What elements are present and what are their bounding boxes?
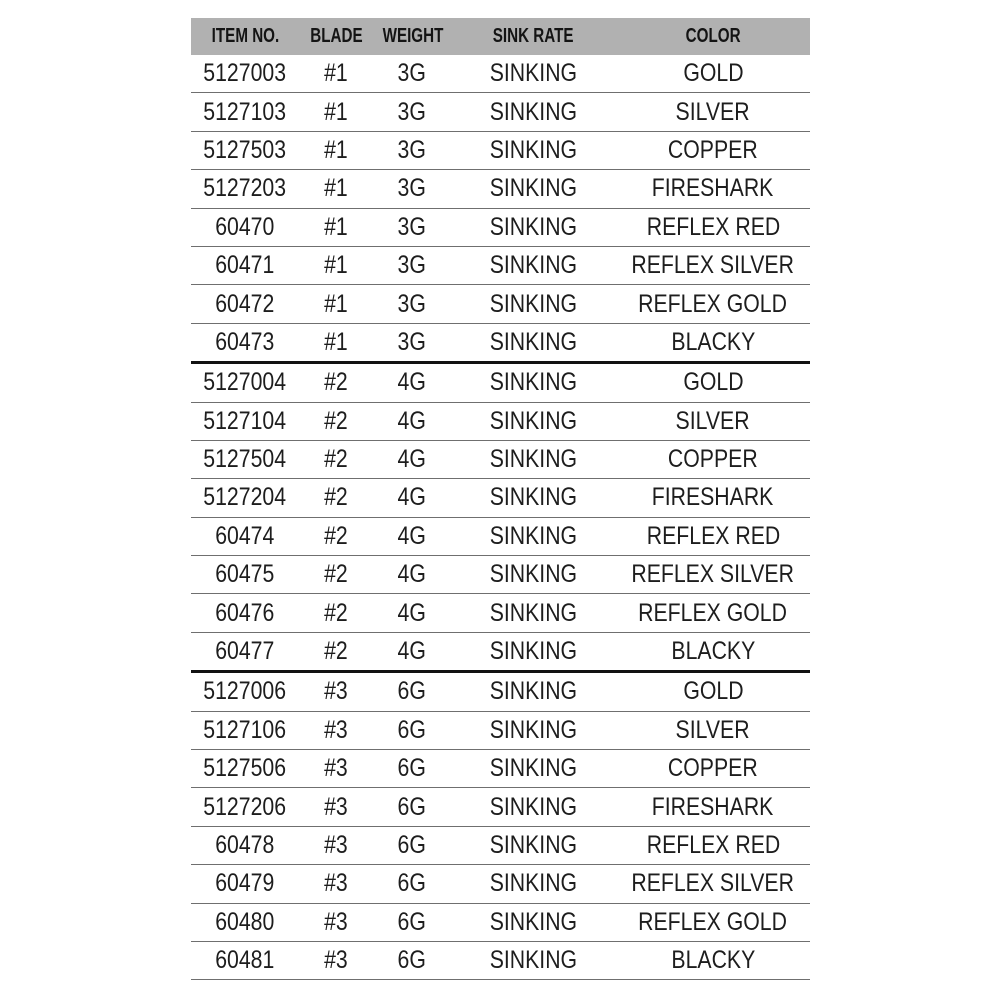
cell-color	[616, 55, 810, 93]
table-row	[191, 246, 810, 284]
cell-blade	[299, 323, 373, 362]
cell-sink-rate	[451, 788, 616, 826]
table-row	[191, 402, 810, 440]
cell-item-no	[191, 711, 299, 749]
cell-text: COPPER	[668, 754, 758, 783]
cell-item-no	[191, 93, 299, 131]
cell-blade	[299, 632, 373, 671]
cell-color	[616, 632, 810, 671]
cell-text: GOLD	[682, 368, 744, 397]
col-header-sink-rate	[451, 18, 616, 55]
cell-text: #3	[324, 754, 348, 783]
cell-text: #3	[324, 792, 348, 821]
table-row	[191, 556, 810, 594]
cell-text: 60476	[215, 598, 275, 627]
cell-text: 4G	[397, 521, 427, 550]
cell-weight	[373, 556, 451, 594]
cell-text: 3G	[397, 174, 427, 203]
cell-weight	[373, 594, 451, 632]
cell-text: REFLEX GOLD	[638, 598, 788, 627]
cell-text: #2	[324, 598, 348, 627]
cell-item-no	[191, 208, 299, 246]
table-row	[191, 826, 810, 864]
cell-text: #1	[324, 59, 348, 88]
cell-text: 5127206	[203, 792, 287, 821]
col-header-label: WEIGHT	[382, 25, 444, 47]
cell-weight	[373, 903, 451, 941]
cell-blade	[299, 750, 373, 788]
cell-blade	[299, 711, 373, 749]
cell-item-no	[191, 479, 299, 517]
cell-text: SINKING	[489, 869, 578, 898]
cell-text: REFLEX RED	[646, 212, 780, 241]
cell-text: SINKING	[489, 521, 578, 550]
cell-text: SINKING	[489, 135, 578, 164]
cell-text: SILVER	[675, 715, 751, 744]
cell-sink-rate	[451, 131, 616, 169]
cell-weight	[373, 750, 451, 788]
cell-text: REFLEX RED	[646, 521, 780, 550]
cell-color	[616, 93, 810, 131]
cell-blade	[299, 55, 373, 93]
cell-color	[616, 903, 810, 941]
table-row	[191, 517, 810, 555]
cell-blade	[299, 865, 373, 903]
cell-text: #3	[324, 831, 348, 859]
cell-text: #1	[324, 212, 348, 241]
cell-text: 60481	[215, 946, 275, 975]
cell-item-no	[191, 826, 299, 864]
cell-text: #3	[324, 869, 348, 898]
cell-text: 5127503	[203, 135, 287, 164]
header-row	[191, 18, 810, 55]
cell-text: SINKING	[489, 907, 578, 936]
cell-color	[616, 479, 810, 517]
cell-blade	[299, 941, 373, 979]
cell-text: 6G	[397, 715, 427, 744]
cell-sink-rate	[451, 93, 616, 131]
cell-text: #3	[324, 715, 348, 744]
col-header-label: COLOR	[685, 25, 741, 47]
cell-item-no	[191, 285, 299, 323]
cell-color	[616, 131, 810, 169]
cell-sink-rate	[451, 903, 616, 941]
cell-weight	[373, 788, 451, 826]
col-header-item-no	[191, 18, 299, 55]
cell-weight	[373, 170, 451, 208]
cell-color	[616, 556, 810, 594]
cell-item-no	[191, 903, 299, 941]
cell-color	[616, 402, 810, 440]
cell-color	[616, 788, 810, 826]
table-row	[191, 208, 810, 246]
cell-text: FIRESHARK	[652, 174, 774, 203]
cell-sink-rate	[451, 826, 616, 864]
cell-blade	[299, 826, 373, 864]
cell-sink-rate	[451, 941, 616, 979]
cell-text: 5127006	[203, 677, 287, 706]
cell-item-no	[191, 632, 299, 671]
cell-blade	[299, 131, 373, 169]
cell-text: 6G	[397, 869, 427, 898]
cell-text: 60480	[215, 907, 275, 936]
cell-text: #3	[324, 907, 348, 936]
cell-weight	[373, 323, 451, 362]
col-header-label: SINK RATE	[493, 25, 574, 47]
cell-item-no	[191, 788, 299, 826]
cell-text: GOLD	[682, 677, 744, 706]
cell-text: BLACKY	[671, 946, 755, 975]
cell-text: 6G	[397, 792, 427, 821]
cell-text: 4G	[397, 598, 427, 627]
col-header-blade	[299, 18, 373, 55]
cell-text: SINKING	[489, 174, 578, 203]
cell-color	[616, 440, 810, 478]
cell-text: SINKING	[489, 715, 578, 744]
cell-sink-rate	[451, 363, 616, 402]
cell-text: 5127104	[203, 406, 287, 435]
cell-text: SINKING	[489, 831, 578, 859]
cell-text: SINKING	[489, 97, 578, 126]
cell-text: 5127106	[203, 715, 287, 744]
cell-text: 4G	[397, 368, 427, 397]
cell-blade	[299, 402, 373, 440]
cell-color	[616, 208, 810, 246]
table-row	[191, 711, 810, 749]
cell-blade	[299, 285, 373, 323]
cell-sink-rate	[451, 170, 616, 208]
cell-text: 6G	[397, 754, 427, 783]
cell-weight	[373, 208, 451, 246]
cell-item-no	[191, 440, 299, 478]
cell-text: 60477	[215, 637, 275, 666]
cell-sink-rate	[451, 55, 616, 93]
cell-sink-rate	[451, 402, 616, 440]
cell-sink-rate	[451, 865, 616, 903]
cell-text: 3G	[397, 289, 427, 318]
cell-sink-rate	[451, 323, 616, 362]
cell-item-no	[191, 402, 299, 440]
cell-color	[616, 285, 810, 323]
cell-text: REFLEX RED	[646, 831, 780, 859]
col-header-label: BLADE	[309, 25, 363, 47]
product-spec-table	[191, 18, 810, 980]
cell-blade	[299, 672, 373, 711]
cell-text: #1	[324, 174, 348, 203]
cell-text: SILVER	[675, 97, 751, 126]
cell-item-no	[191, 556, 299, 594]
cell-text: 5127204	[203, 483, 287, 512]
cell-item-no	[191, 55, 299, 93]
table-row	[191, 941, 810, 979]
cell-weight	[373, 285, 451, 323]
cell-weight	[373, 479, 451, 517]
cell-text: FIRESHARK	[652, 792, 774, 821]
cell-blade	[299, 556, 373, 594]
cell-text: SINKING	[489, 483, 578, 512]
cell-text: 3G	[397, 212, 427, 241]
cell-sink-rate	[451, 246, 616, 284]
cell-weight	[373, 93, 451, 131]
cell-sink-rate	[451, 517, 616, 555]
cell-color	[616, 363, 810, 402]
cell-text: SINKING	[489, 560, 578, 589]
table-row	[191, 788, 810, 826]
cell-text: SINKING	[489, 792, 578, 821]
cell-sink-rate	[451, 556, 616, 594]
cell-weight	[373, 672, 451, 711]
cell-sink-rate	[451, 632, 616, 671]
cell-text: 60474	[215, 521, 275, 550]
cell-blade	[299, 208, 373, 246]
cell-text: #1	[324, 97, 348, 126]
cell-text: SINKING	[489, 59, 578, 88]
cell-text: #2	[324, 560, 348, 589]
cell-weight	[373, 826, 451, 864]
cell-color	[616, 594, 810, 632]
cell-item-no	[191, 941, 299, 979]
cell-text: 60471	[215, 251, 275, 280]
cell-sink-rate	[451, 711, 616, 749]
table-row	[191, 632, 810, 671]
cell-blade	[299, 170, 373, 208]
cell-sink-rate	[451, 208, 616, 246]
cell-text: REFLEX SILVER	[631, 251, 795, 280]
cell-blade	[299, 93, 373, 131]
col-header-weight	[373, 18, 451, 55]
cell-text: #1	[324, 135, 348, 164]
table-row	[191, 55, 810, 93]
cell-color	[616, 672, 810, 711]
cell-text: #3	[324, 946, 348, 975]
cell-sink-rate	[451, 594, 616, 632]
cell-blade	[299, 479, 373, 517]
table-row	[191, 750, 810, 788]
cell-text: SINKING	[489, 406, 578, 435]
cell-text: SINKING	[489, 289, 578, 318]
cell-blade	[299, 594, 373, 632]
table-row	[191, 131, 810, 169]
cell-text: 3G	[397, 97, 427, 126]
cell-text: 6G	[397, 907, 427, 936]
cell-text: 60475	[215, 560, 275, 589]
cell-text: 3G	[397, 327, 427, 356]
table-row	[191, 93, 810, 131]
cell-blade	[299, 246, 373, 284]
cell-text: SINKING	[489, 212, 578, 241]
cell-text: 4G	[397, 445, 427, 474]
cell-sink-rate	[451, 440, 616, 478]
cell-text: #1	[324, 289, 348, 318]
cell-text: SINKING	[489, 368, 578, 397]
cell-text: 3G	[397, 135, 427, 164]
cell-text: 4G	[397, 637, 427, 666]
cell-weight	[373, 711, 451, 749]
cell-item-no	[191, 750, 299, 788]
cell-text: #2	[324, 406, 348, 435]
cell-text: #2	[324, 483, 348, 512]
cell-weight	[373, 632, 451, 671]
cell-blade	[299, 517, 373, 555]
cell-text: SINKING	[489, 251, 578, 280]
cell-text: 5127103	[203, 97, 287, 126]
cell-text: SINKING	[489, 598, 578, 627]
cell-color	[616, 246, 810, 284]
cell-text: 60472	[215, 289, 275, 318]
cell-item-no	[191, 131, 299, 169]
cell-text: 6G	[397, 831, 427, 859]
table-row	[191, 903, 810, 941]
cell-item-no	[191, 246, 299, 284]
cell-color	[616, 750, 810, 788]
cell-sink-rate	[451, 285, 616, 323]
cell-weight	[373, 517, 451, 555]
table-row	[191, 285, 810, 323]
cell-text: 6G	[397, 946, 427, 975]
cell-weight	[373, 363, 451, 402]
cell-sink-rate	[451, 750, 616, 788]
cell-text: 3G	[397, 59, 427, 88]
cell-text: 4G	[397, 483, 427, 512]
table-row	[191, 672, 810, 711]
table-row	[191, 440, 810, 478]
cell-item-no	[191, 672, 299, 711]
cell-sink-rate	[451, 479, 616, 517]
cell-weight	[373, 246, 451, 284]
col-header-color	[616, 18, 810, 55]
cell-text: 60473	[215, 327, 275, 356]
table-row	[191, 363, 810, 402]
cell-text: #2	[324, 637, 348, 666]
cell-color	[616, 170, 810, 208]
cell-text: 5127003	[203, 59, 287, 88]
cell-color	[616, 711, 810, 749]
cell-text: GOLD	[682, 59, 744, 88]
cell-weight	[373, 865, 451, 903]
cell-item-no	[191, 363, 299, 402]
cell-text: REFLEX GOLD	[638, 289, 788, 318]
cell-text: SINKING	[489, 946, 578, 975]
cell-text: #2	[324, 521, 348, 550]
cell-text: #1	[324, 327, 348, 356]
cell-weight	[373, 440, 451, 478]
cell-weight	[373, 55, 451, 93]
cell-text: SINKING	[489, 637, 578, 666]
cell-text: 5127004	[203, 368, 287, 397]
cell-color	[616, 865, 810, 903]
cell-text: COPPER	[668, 445, 758, 474]
cell-weight	[373, 131, 451, 169]
cell-text: 4G	[397, 406, 427, 435]
cell-text: REFLEX SILVER	[631, 560, 795, 589]
cell-text: SILVER	[675, 406, 751, 435]
cell-text: #2	[324, 368, 348, 397]
cell-blade	[299, 788, 373, 826]
cell-blade	[299, 903, 373, 941]
table-row	[191, 170, 810, 208]
cell-text: 60479	[215, 869, 275, 898]
cell-text: 5127506	[203, 754, 287, 783]
cell-text: REFLEX GOLD	[638, 907, 788, 936]
cell-color	[616, 517, 810, 555]
cell-item-no	[191, 517, 299, 555]
cell-weight	[373, 941, 451, 979]
cell-text: COPPER	[668, 135, 758, 164]
cell-text: FIRESHARK	[652, 483, 774, 512]
cell-text: SINKING	[489, 677, 578, 706]
cell-text: #2	[324, 445, 348, 474]
cell-color	[616, 323, 810, 362]
cell-color	[616, 941, 810, 979]
cell-text: 60470	[215, 212, 275, 241]
cell-text: SINKING	[489, 327, 578, 356]
cell-item-no	[191, 594, 299, 632]
cell-weight	[373, 402, 451, 440]
cell-text: SINKING	[489, 754, 578, 783]
table-row	[191, 594, 810, 632]
cell-color	[616, 826, 810, 864]
cell-item-no	[191, 323, 299, 362]
cell-blade	[299, 363, 373, 402]
table-row	[191, 323, 810, 362]
cell-text: 3G	[397, 251, 427, 280]
cell-text: 4G	[397, 560, 427, 589]
cell-text: BLACKY	[671, 327, 755, 356]
cell-text: REFLEX SILVER	[631, 869, 795, 898]
col-header-label: ITEM NO.	[211, 25, 279, 47]
table-row	[191, 479, 810, 517]
table-row	[191, 865, 810, 903]
cell-text: BLACKY	[671, 637, 755, 666]
cell-text: SINKING	[489, 445, 578, 474]
cell-sink-rate	[451, 672, 616, 711]
cell-text: #3	[324, 677, 348, 706]
cell-item-no	[191, 170, 299, 208]
cell-text: 60478	[215, 831, 275, 859]
cell-blade	[299, 440, 373, 478]
cell-item-no	[191, 865, 299, 903]
cell-text: 6G	[397, 677, 427, 706]
cell-text: 5127504	[203, 445, 287, 474]
cell-text: #1	[324, 251, 348, 280]
cell-text: 5127203	[203, 174, 287, 203]
